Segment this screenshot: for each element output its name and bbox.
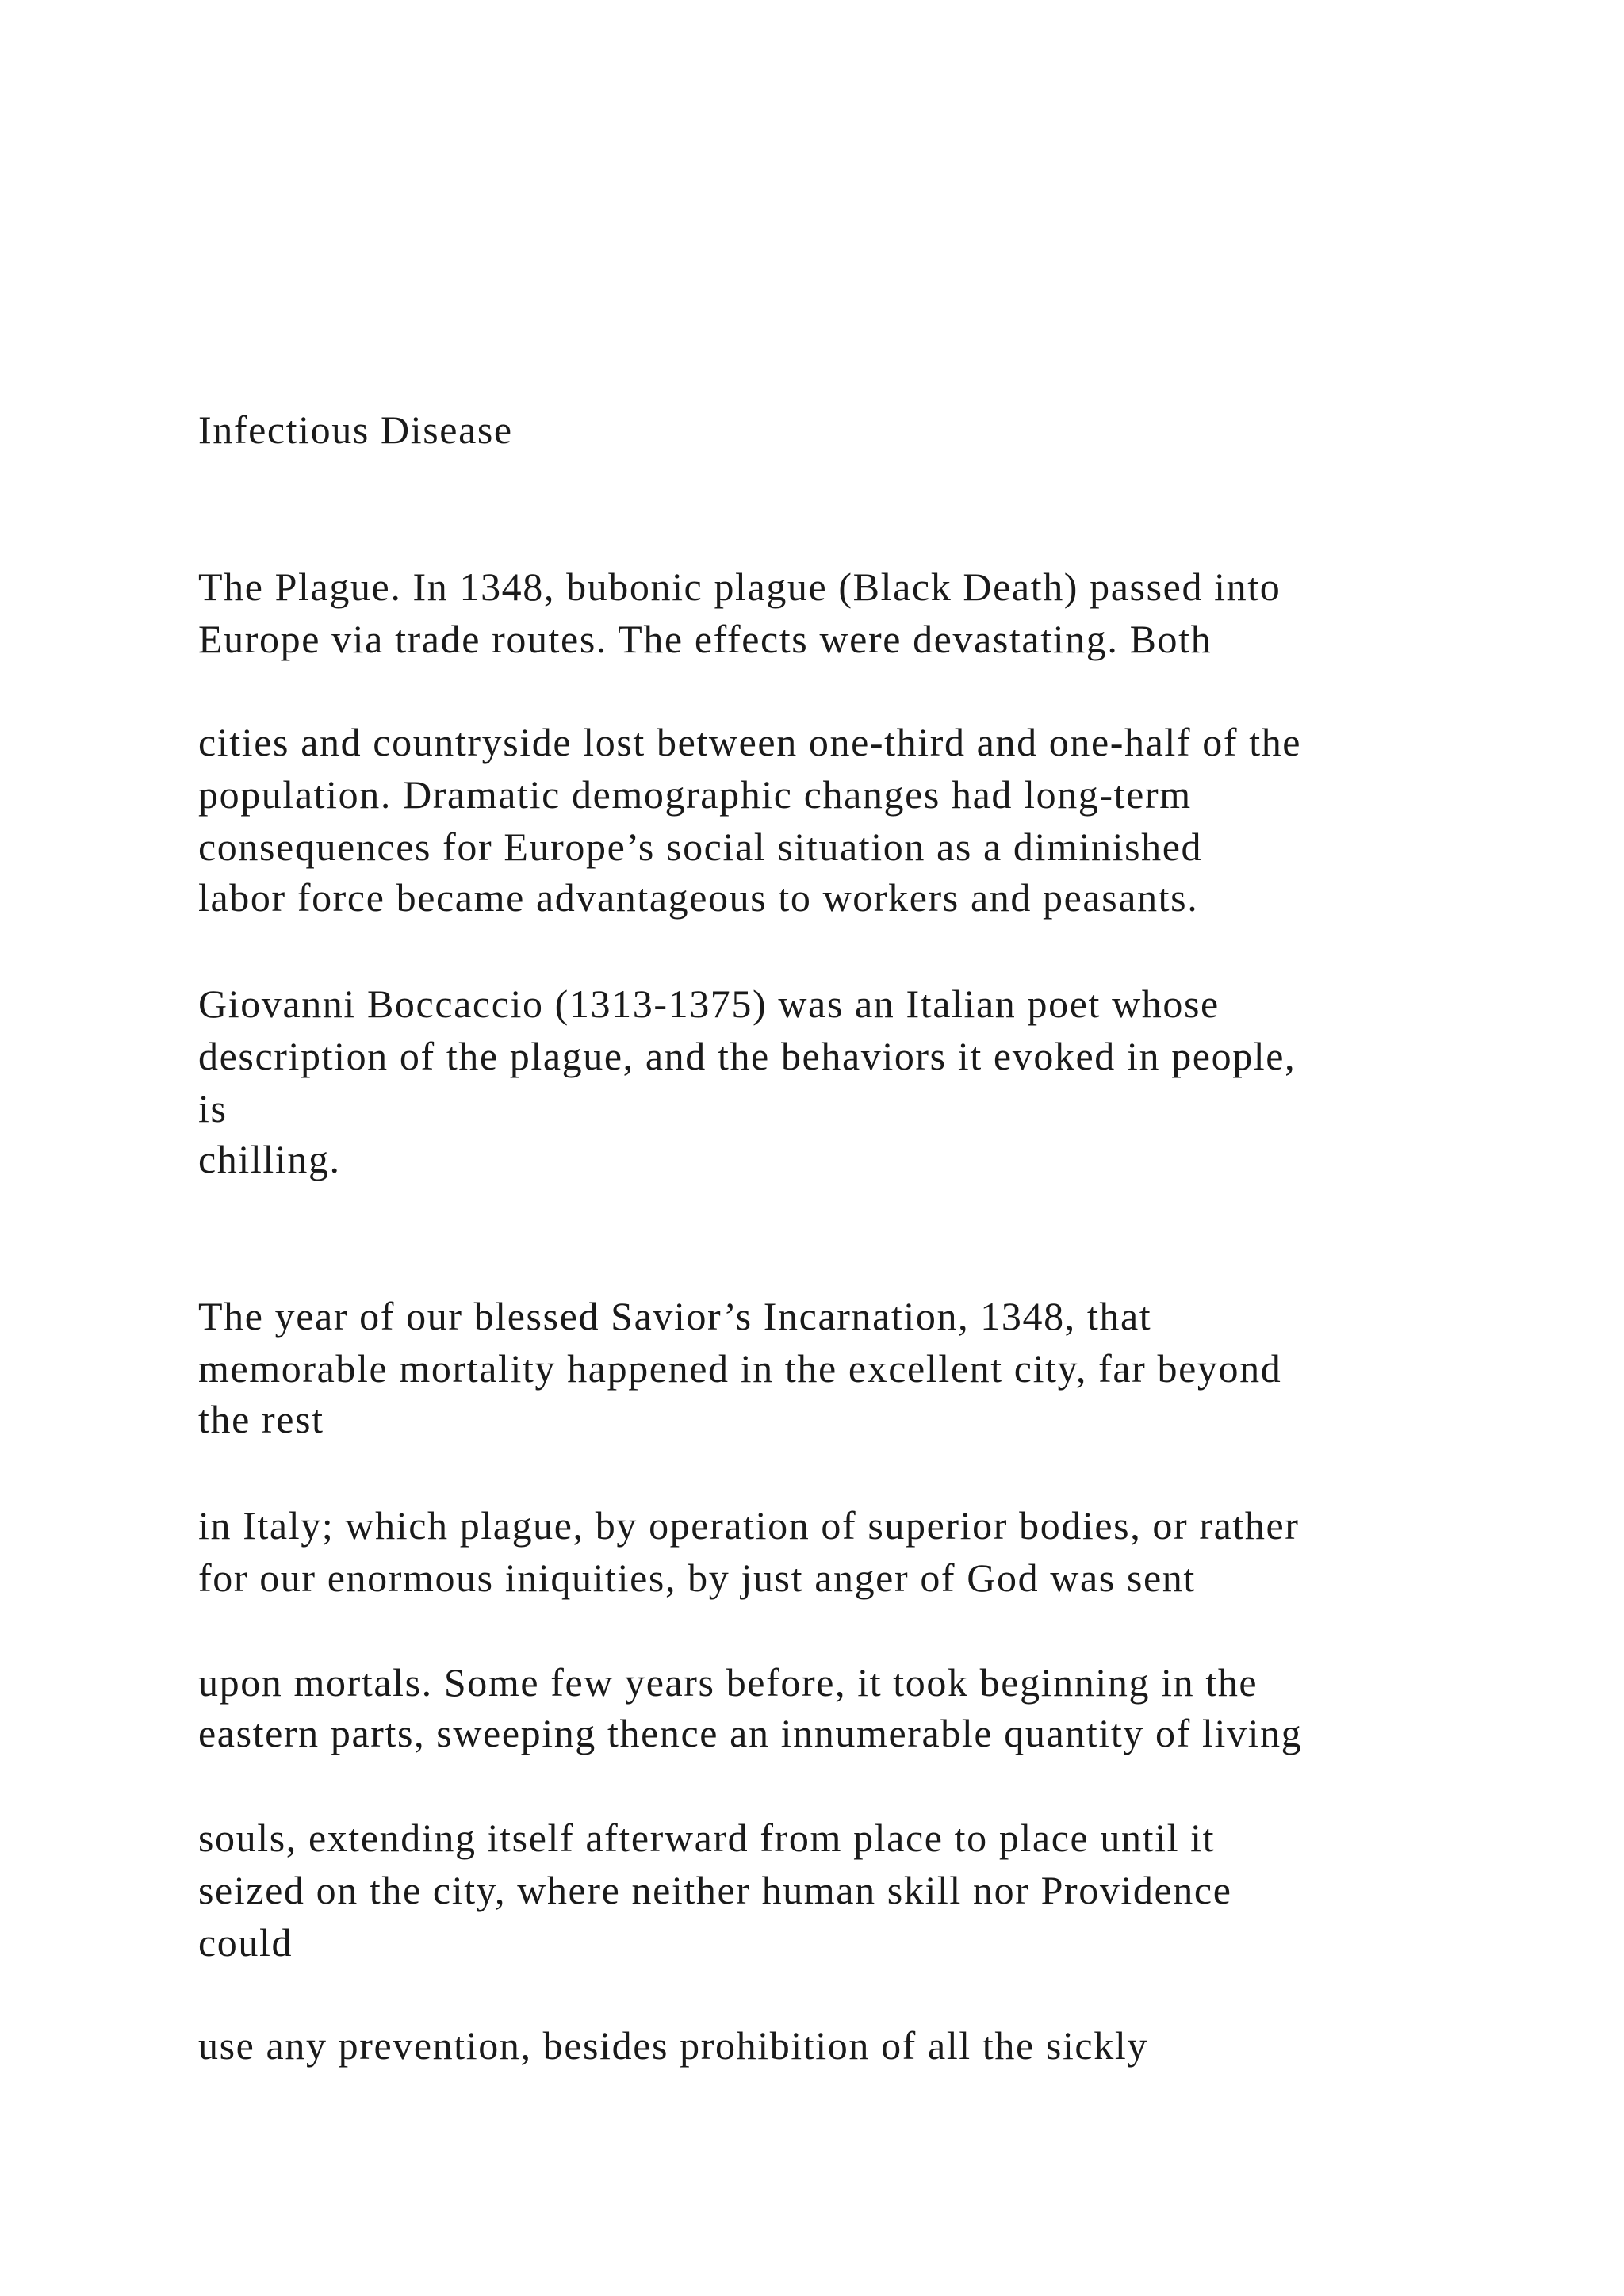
text-line: memorable mortality happened in the excellent city, far beyond — [198, 1346, 1282, 1391]
text-line: in Italy; which plague, by operation of superior bodies, or rather — [198, 1503, 1300, 1548]
text-line: The year of our blessed Savior’s Incarnation, 1348, that — [198, 1294, 1152, 1338]
text-line: description of the plague, and the behaviors it evoked in people, — [198, 1034, 1297, 1078]
text-line: cities and countryside lost between one-third and one-half of the — [198, 720, 1302, 764]
text-line: upon mortals. Some few years before, it took beginning in the — [198, 1660, 1258, 1705]
text-line: use any prevention, besides prohibition of all the sickly — [198, 2023, 1148, 2068]
text-line: labor force became advantageous to workers and peasants. — [198, 875, 1199, 920]
document-title: Infectious Disease — [198, 408, 513, 452]
text-line: eastern parts, sweeping thence an innumerable quantity of living — [198, 1711, 1303, 1755]
text-line: The Plague. In 1348, bubonic plague (Black Death) passed into — [198, 564, 1281, 609]
text-line: Europe via trade routes. The effects were devastating. Both — [198, 617, 1212, 661]
text-line: chilling. — [198, 1137, 341, 1181]
text-line: souls, extending itself afterward from place to place until it — [198, 1816, 1216, 1860]
text-line: is — [198, 1086, 228, 1131]
text-line: population. Dramatic demographic changes had long-term — [198, 772, 1192, 817]
text-line: for our enormous iniquities, by just anger of God was sent — [198, 1556, 1196, 1600]
text-line: could — [198, 1920, 293, 1965]
text-line: consequences for Europe’s social situation as a diminished — [198, 825, 1203, 869]
text-line: seized on the city, where neither human skill nor Providence — [198, 1868, 1232, 1912]
text-line: Giovanni Boccaccio (1313-1375) was an Italian poet whose — [198, 982, 1220, 1026]
text-line: the rest — [198, 1397, 324, 1441]
